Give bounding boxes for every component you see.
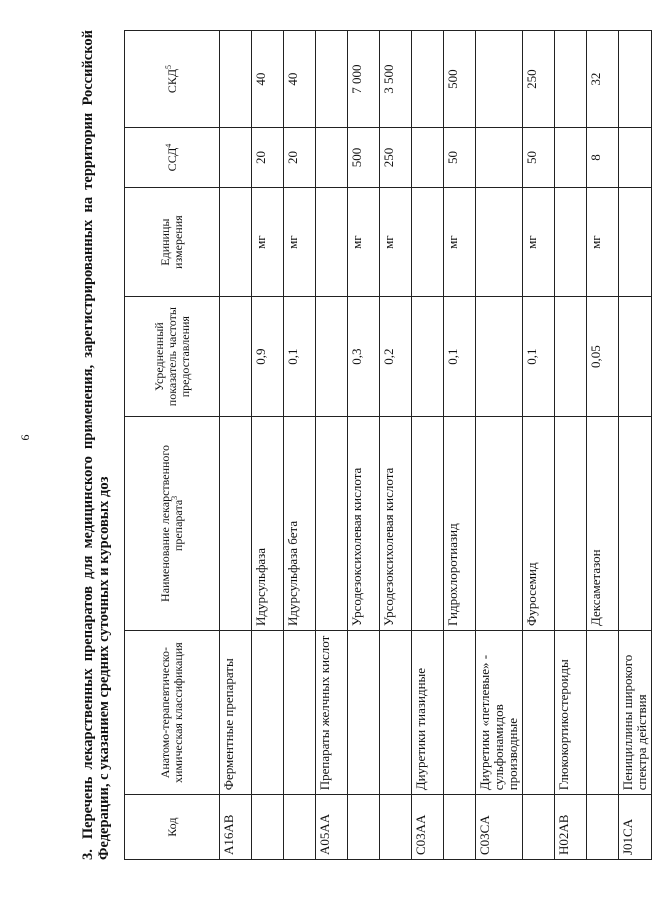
- cell-atc: [444, 630, 476, 794]
- cell-atc: Пенициллины широкого спектра действия: [619, 630, 652, 794]
- cell-units: мг: [252, 187, 284, 297]
- cell-sdd: 500: [348, 128, 380, 188]
- header-units: Единицы измерения: [125, 187, 220, 297]
- cell-freq: 0,2: [380, 297, 412, 416]
- cell-code: C03AA: [412, 795, 444, 860]
- cell-sdd: 20: [252, 128, 284, 188]
- cell-drug: Гидрохлоротиазид: [444, 416, 476, 630]
- cell-atc: [587, 630, 619, 794]
- cell-freq: [619, 297, 652, 416]
- table-row: [412, 31, 444, 860]
- cell-code: [252, 795, 284, 860]
- cell-sdd: 50: [523, 128, 555, 188]
- table-row: [380, 31, 412, 860]
- cell-drug: [619, 416, 652, 630]
- table-row: [252, 31, 284, 860]
- cell-freq: 0,3: [348, 297, 380, 416]
- header-frequency: Усредненный показатель частоты предоставления: [125, 297, 220, 416]
- cell-sdd: [555, 128, 587, 188]
- header-code: Код: [125, 795, 220, 860]
- cell-freq: 0,1: [444, 297, 476, 416]
- cell-drug: Урсодезоксихолевая кислота: [380, 416, 412, 630]
- table-header-row: [125, 31, 220, 860]
- cell-freq: 0,1: [284, 297, 316, 416]
- cell-sdd: [476, 128, 523, 188]
- header-sdd: ССД$^4$: [125, 128, 220, 188]
- cell-skd: 32: [587, 31, 619, 128]
- cell-units: мг: [380, 187, 412, 297]
- cell-code: C03CA: [476, 795, 523, 860]
- cell-atc: [252, 630, 284, 794]
- cell-drug: [220, 416, 252, 630]
- cell-atc: Препараты желчных кислот: [316, 630, 348, 794]
- cell-code: [380, 795, 412, 860]
- cell-atc: Ферментные препараты: [220, 630, 252, 794]
- cell-sdd: 20: [284, 128, 316, 188]
- table-body: [220, 31, 652, 860]
- cell-sdd: 250: [380, 128, 412, 188]
- cell-freq: [316, 297, 348, 416]
- cell-units: мг: [284, 187, 316, 297]
- cell-skd: [412, 31, 444, 128]
- cell-freq: 0,1: [523, 297, 555, 416]
- cell-code: [444, 795, 476, 860]
- cell-atc: Диуретики тиазидные: [412, 630, 444, 794]
- cell-atc: Диуретики «петлевые» - сульфонамидов производные: [476, 630, 523, 794]
- cell-skd: [476, 31, 523, 128]
- cell-units: [412, 187, 444, 297]
- cell-sdd: [316, 128, 348, 188]
- cell-drug: Фуросемид: [523, 416, 555, 630]
- cell-atc: Глюкокортикостероиды: [555, 630, 587, 794]
- cell-code: J01CA: [619, 795, 652, 860]
- cell-drug: [412, 416, 444, 630]
- table-row: [587, 31, 619, 860]
- section-heading: [80, 30, 124, 860]
- cell-sdd: 50: [444, 128, 476, 188]
- cell-units: мг: [444, 187, 476, 297]
- cell-code: H02AB: [555, 795, 587, 860]
- cell-units: мг: [348, 187, 380, 297]
- header-skd: СКД$^5$: [125, 31, 220, 128]
- cell-freq: [220, 297, 252, 416]
- cell-atc: [380, 630, 412, 794]
- header-drug: Наименование лекарственного препарата$^3$: [125, 416, 220, 630]
- cell-skd: [555, 31, 587, 128]
- cell-code: A16AB: [220, 795, 252, 860]
- cell-units: мг: [523, 187, 555, 297]
- cell-code: [284, 795, 316, 860]
- table-row: [476, 31, 523, 860]
- cell-units: [555, 187, 587, 297]
- cell-skd: [619, 31, 652, 128]
- cell-freq: [412, 297, 444, 416]
- table-row: [444, 31, 476, 860]
- cell-units: [316, 187, 348, 297]
- cell-units: [220, 187, 252, 297]
- cell-freq: [555, 297, 587, 416]
- cell-drug: [316, 416, 348, 630]
- section-number: 3.: [80, 849, 96, 860]
- cell-units: мг: [587, 187, 619, 297]
- page-number: 9: [18, 434, 33, 441]
- cell-drug: Идурсульфаза бета: [284, 416, 316, 630]
- table-row: [523, 31, 555, 860]
- cell-code: [523, 795, 555, 860]
- cell-freq: 0,9: [252, 297, 284, 416]
- cell-drug: Дексаметазон: [587, 416, 619, 630]
- table-row: [348, 31, 380, 860]
- cell-skd: [316, 31, 348, 128]
- table-row: [555, 31, 587, 860]
- cell-sdd: [619, 128, 652, 188]
- cell-drug: Идурсульфаза: [252, 416, 284, 630]
- cell-skd: 40: [284, 31, 316, 128]
- cell-drug: Урсодезоксихолевая кислота: [348, 416, 380, 630]
- cell-sdd: 8: [587, 128, 619, 188]
- cell-atc: [284, 630, 316, 794]
- cell-freq: 0,05: [587, 297, 619, 416]
- cell-skd: [220, 31, 252, 128]
- drug-dose-table: [124, 30, 652, 860]
- cell-skd: 250: [523, 31, 555, 128]
- table-row: [220, 31, 252, 860]
- cell-skd: 40: [252, 31, 284, 128]
- cell-atc: [348, 630, 380, 794]
- table-row: [619, 31, 652, 860]
- cell-skd: 7 000: [348, 31, 380, 128]
- header-atc: Анатомо-терапевтическо-химическая классификация: [125, 630, 220, 794]
- cell-drug: [555, 416, 587, 630]
- cell-sdd: [412, 128, 444, 188]
- cell-drug: [476, 416, 523, 630]
- table-row: [316, 31, 348, 860]
- cell-code: A05AA: [316, 795, 348, 860]
- cell-code: [587, 795, 619, 860]
- rotated-page-content: [80, 30, 649, 860]
- cell-freq: [476, 297, 523, 416]
- table-row: [284, 31, 316, 860]
- cell-atc: [523, 630, 555, 794]
- cell-units: [476, 187, 523, 297]
- cell-code: [348, 795, 380, 860]
- cell-skd: 3 500: [380, 31, 412, 128]
- cell-units: [619, 187, 652, 297]
- cell-sdd: [220, 128, 252, 188]
- section-title: Перечень лекарственных препаратов для медицинского применения, зарегистрированных на территории Российской Федерации, с указанием средних суточных и курсовых доз: [80, 30, 112, 860]
- cell-skd: 500: [444, 31, 476, 128]
